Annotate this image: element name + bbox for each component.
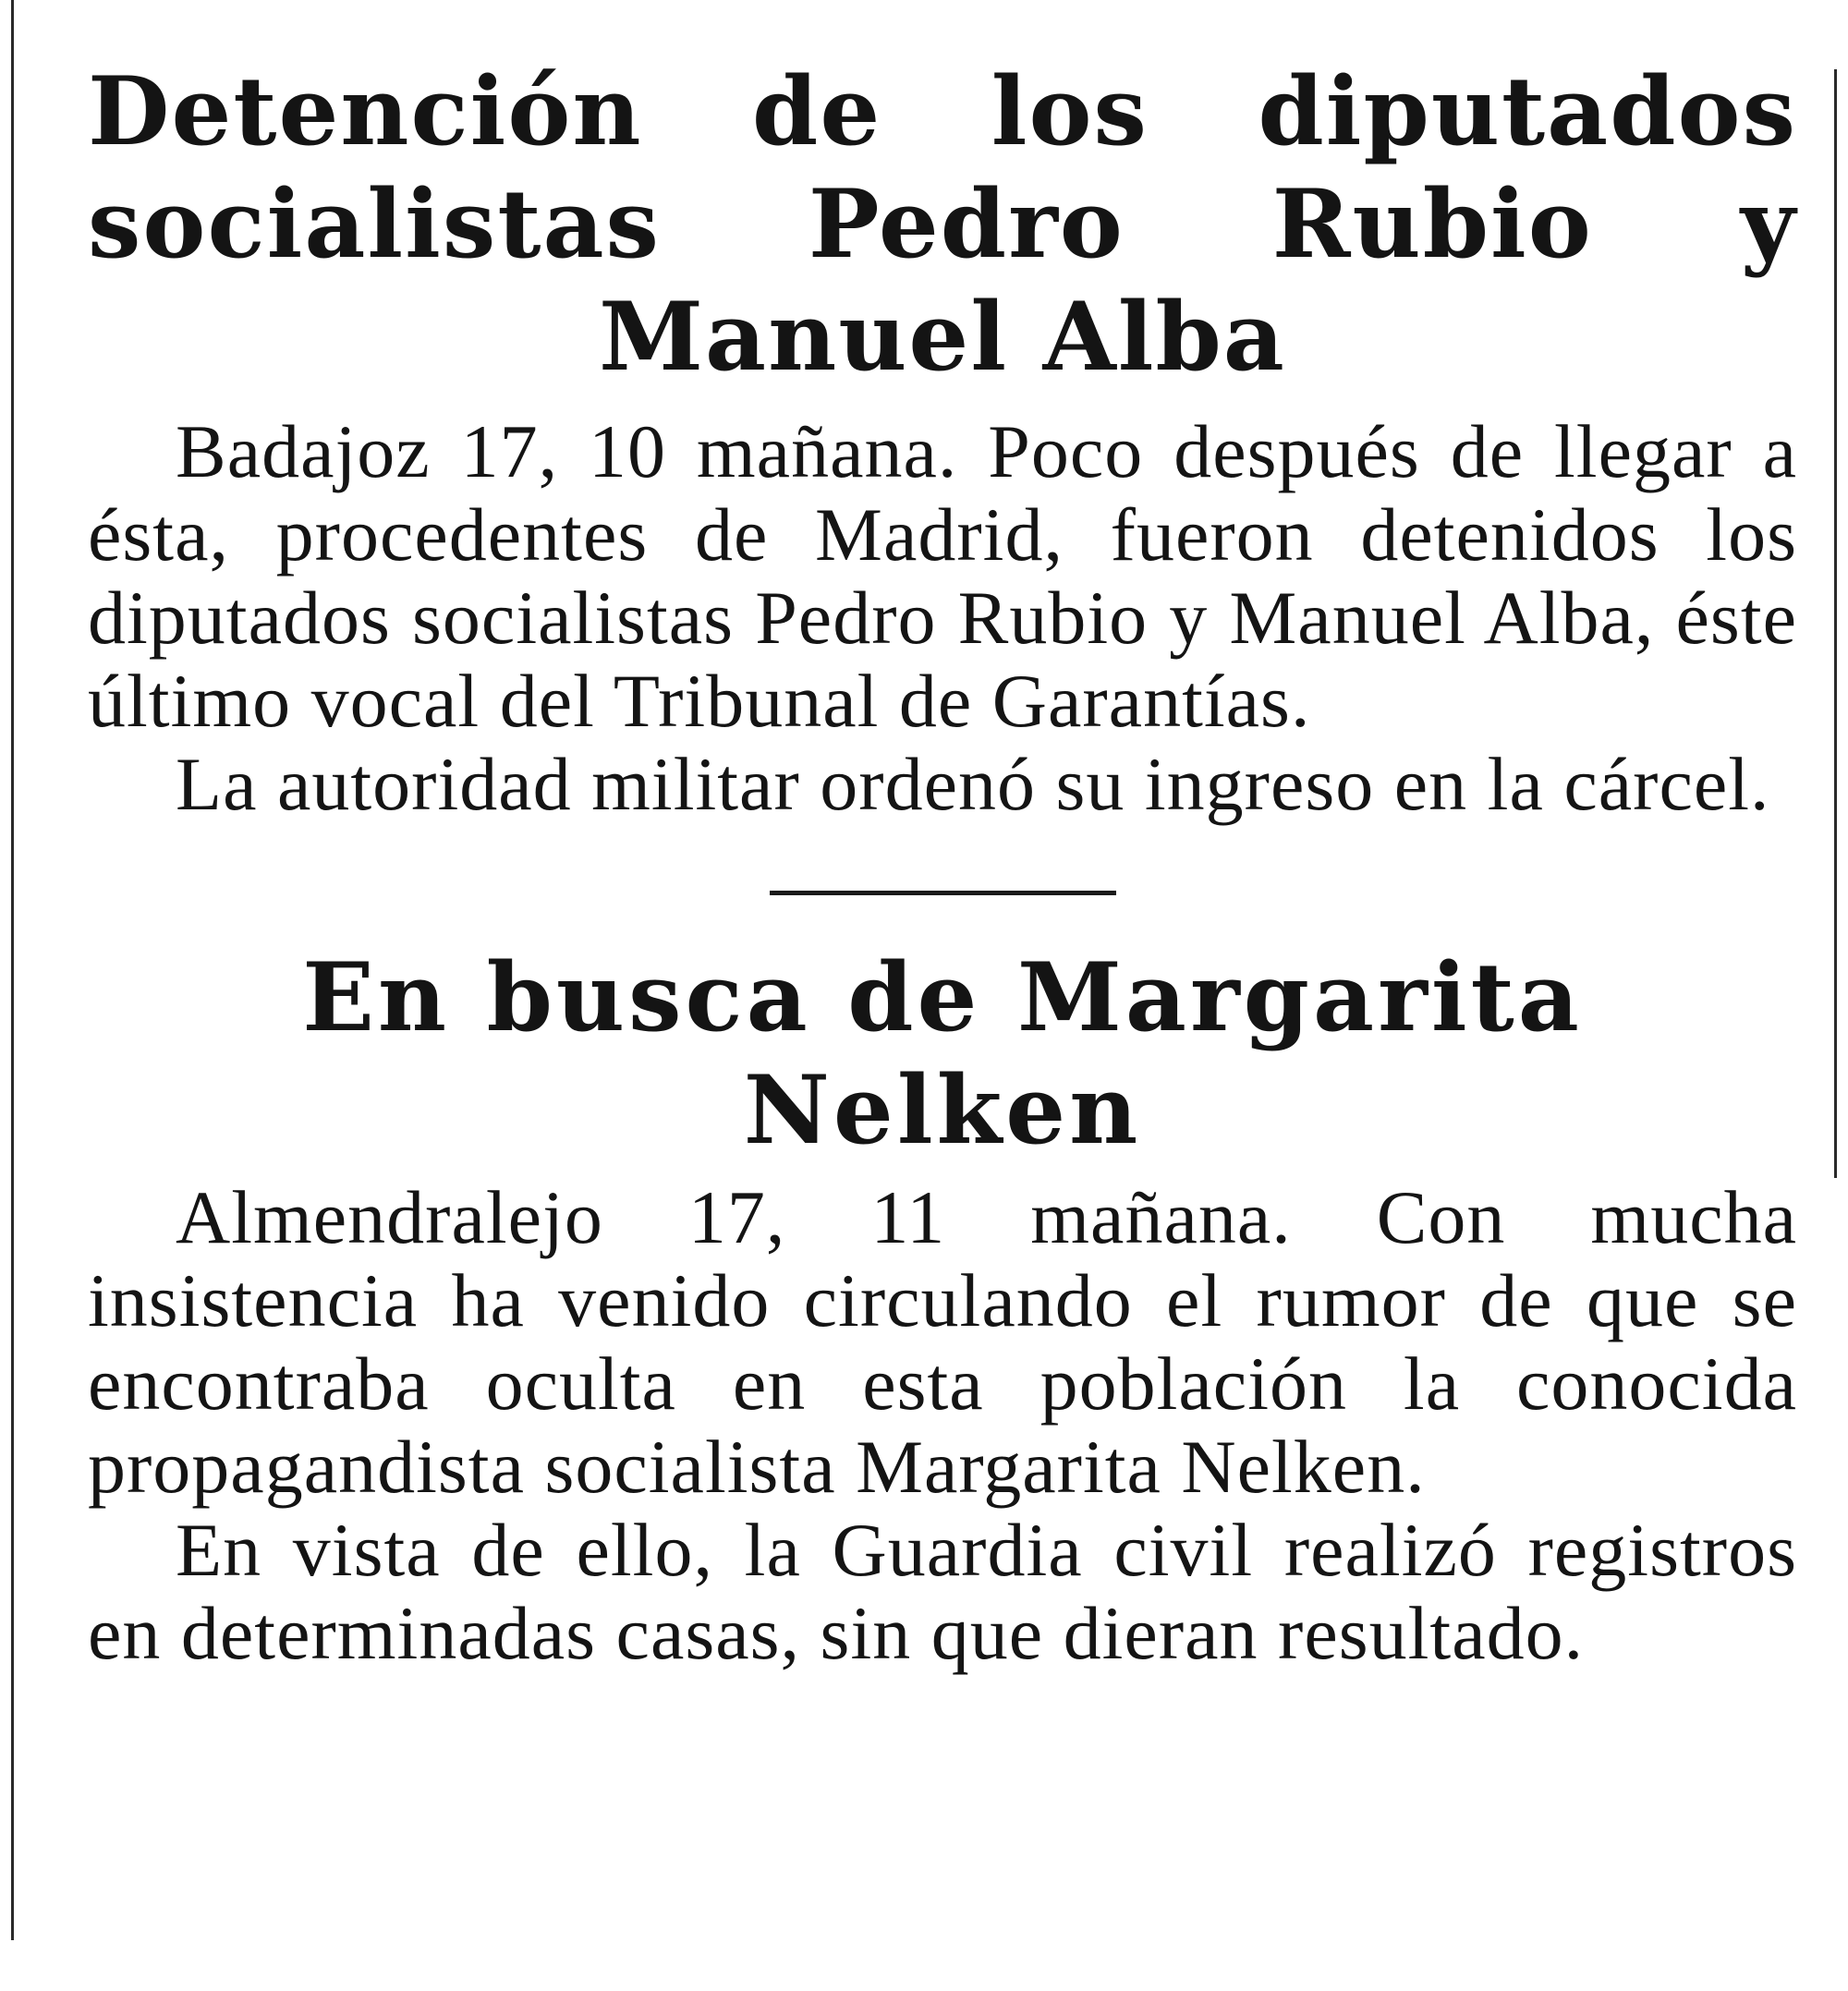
article-paragraph: Badajoz 17, 10 mañana. Poco después de llegar a ésta, procedentes de Madrid, fueron detenidos los diputados socialistas Pedro Rubio y Manuel Alba, éste último vocal del Tribunal de Garantías.	[88, 409, 1797, 743]
article-margarita-nelken	[88, 941, 1797, 1675]
column-rule-right	[1834, 69, 1837, 1178]
newspaper-column	[88, 55, 1797, 1675]
article-headline: En busca de Margarita Nelken	[302, 942, 1583, 1166]
article-body	[88, 410, 1797, 826]
article-paragraph: En vista de ello, la Guardia civil realizó registros en determinadas casas, sin que dieran resultado.	[88, 1508, 1797, 1675]
article-paragraph: La autoridad militar ordenó su ingreso en la cárcel.	[176, 742, 1770, 826]
article-body	[88, 1176, 1797, 1675]
column-rule-left	[11, 0, 14, 1940]
article-separator	[770, 891, 1116, 895]
article-paragraph: Almendralejo 17, 11 mañana. Con mucha insistencia ha venido circulando el rumor de que se encontraba oculta en esta población la conocida propagandista socialista Margarita Nelken.	[88, 1175, 1797, 1509]
article-detencion	[88, 55, 1797, 826]
article-headline: Detención de los diputados socialistas Pedro Rubio y Manuel Alba	[88, 56, 1797, 393]
